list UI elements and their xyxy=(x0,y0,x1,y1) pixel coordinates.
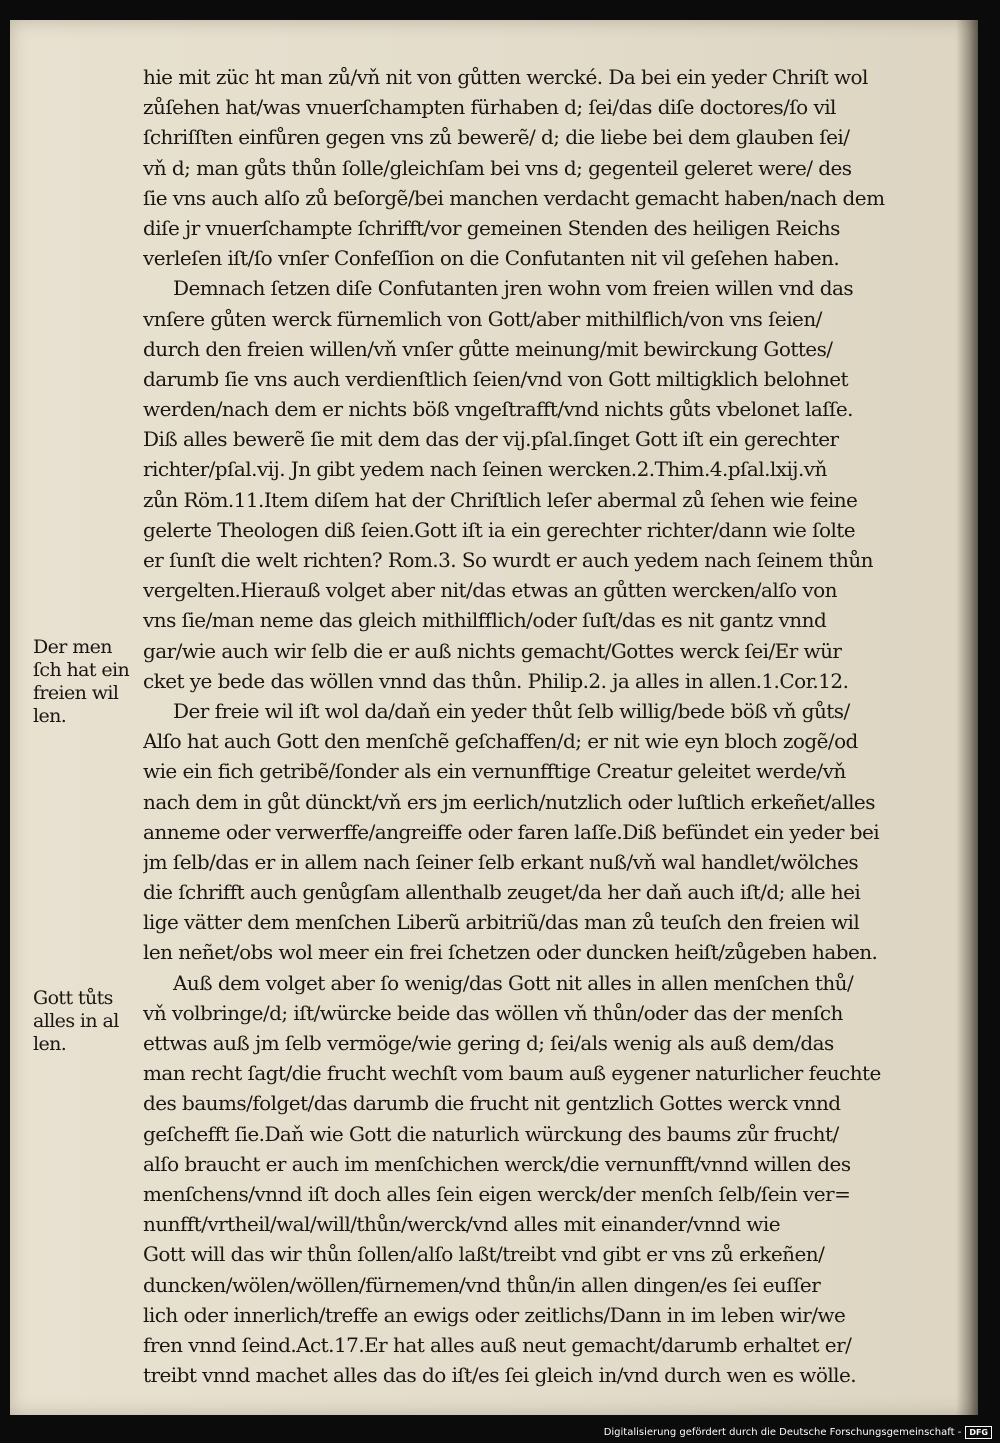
text-line: duncken/wölen/wöllen/fürnemen/vnd thůn/in allen dingen/es ſei euſſer xyxy=(143,1272,821,1297)
text-line: darumb ſie vns auch verdienſtlich ſeien/vnd von Gott miltigklich belohnet xyxy=(143,366,848,391)
text-line: des baums/folget/das darumb die frucht nit gentzlich Gottes werck vnnd xyxy=(143,1091,841,1116)
text-line: len neñet/obs wol meer ein frei ſchetzen oder duncken heiſt/zůgeben haben. xyxy=(143,940,878,965)
text-line: vň volbringe/d; iſt/würcke beide das wöllen vň thůn/oder das der menſch xyxy=(143,1000,843,1025)
text-line: nunfft/vrtheil/wal/will/thůn/werck/vnd alles mit einander/vnnd wie xyxy=(143,1212,780,1237)
text-line: richter/pſal.vij. Jn gibt yedem nach ſeinen wercken.2.Thim.4.pſal.lxij.vň xyxy=(143,457,827,482)
text-line: fren vnnd ſeind.Act.17.Er hat alles auß neut gemacht/darumb erhaltet er/ xyxy=(143,1332,852,1357)
text-line: die ſchrifft auch genůgſam allenthalb zeuget/da her daň auch iſt/d; alle hei xyxy=(143,880,861,905)
text-line: jm ſelb/das er in allem nach ſeiner ſelb erkant nuß/vň wal handlet/wölches xyxy=(143,849,859,874)
text-line: Gott will das wir thůn ſollen/alſo laßt/treibt vnd gibt er vns zů erkeñen/ xyxy=(143,1242,825,1267)
credit-text: Digitalisierung gefördert durch die Deutsche Forschungsgemeinschaft - xyxy=(603,1427,962,1438)
text-line: lich oder innerlich/treffe an ewigs oder zeitlichs/Dann in im leben wir/we xyxy=(143,1302,846,1327)
text-line: Auß dem volget aber ſo wenig/das Gott nit alles in allen menſchen thů/ xyxy=(173,970,854,995)
margin-note-line: ſch hat ein xyxy=(33,659,130,681)
text-line: zůſehen hat/was vnuerſchampten fürhaben d; ſei/das diſe doctores/ſo vil xyxy=(143,95,836,120)
text-line: Der freie wil iſt wol da/daň ein yeder thůt ſelb willig/bede böß vň gůts/ xyxy=(173,698,850,723)
text-line: diſe jr vnuerſchampte ſchrifft/vor gemeinen Stenden des heiligen Reichs xyxy=(143,215,840,240)
margin-note-line: alles in al xyxy=(33,1010,119,1032)
text-line: vnſere gůten werck fürnemlich von Gott/aber mithilflich/von vns ſeien/ xyxy=(143,306,822,331)
text-line: lige vätter dem menſchen Liberũ arbitriũ/das man zů teuſch den freien wil xyxy=(143,910,860,935)
margin-note-line: freien wil xyxy=(33,682,119,704)
text-line: man recht ſagt/die frucht wechſt vom baum auß eygener naturlicher feuchte xyxy=(143,1061,881,1086)
margin-note-line: Gott tůts xyxy=(33,987,113,1009)
text-line: vergelten.Hierauß volget aber nit/das etwas an gůtten wercken/alſo von xyxy=(143,578,837,603)
margin-note-line: len. xyxy=(33,1033,67,1055)
text-line: verleſen iſt/ſo vnſer Confeſſion on die Confutanten nit vil geſehen haben. xyxy=(143,246,840,271)
text-line: vň d; man gůts thůn ſolle/gleichſam bei vns d; gegenteil geleret were/ des xyxy=(143,155,852,180)
text-line: Diß alles bewerẽ ſie mit dem das der vij.pſal.ſinget Gott iſt ein gerechter xyxy=(143,427,839,452)
text-line: zůn Röm.11.Item diſem hat der Chriſtlich leſer abermal zů ſehen wie feine xyxy=(143,487,858,512)
dfg-logo: DFG xyxy=(965,1426,992,1439)
text-line: ſie vns auch alſo zů beſorgẽ/bei manchen verdacht gemacht haben/nach dem xyxy=(143,185,885,210)
digitization-credit xyxy=(604,1426,992,1439)
document-page xyxy=(10,20,978,1415)
text-line: treibt vnnd machet alles das do iſt/es ſei gleich in/vnd durch wen es wölle. xyxy=(143,1363,857,1388)
text-line: vns ſie/man neme das gleich mithilfflich/oder ſuſt/das es nit gantz vnnd xyxy=(143,608,827,633)
text-line: Demnach ſetzen diſe Confutanten jren wohn vom freien willen vnd das xyxy=(173,276,854,301)
text-line: werden/nach dem er nichts böß vngeſtrafft/vnd nichts gůts vbelonet laſſe. xyxy=(143,397,853,422)
text-line: nach dem in gůt dünckt/vň ers jm eerlich/nutzlich oder luſtlich erkeñet/alles xyxy=(143,789,875,814)
text-line: gar/wie auch wir ſelb die er auß nichts gemacht/Gottes werck ſei/Er wür xyxy=(143,638,842,663)
text-line: hie mit züc ht man zů/vň nit von gůtten wercké. Da bei ein yeder Chriſt wol xyxy=(143,65,868,89)
text-line: anneme oder verwerffe/angreiffe oder faren laſſe.Diß befündet ein yeder bei xyxy=(143,819,880,844)
text-line: geſchefft ſie.Daň wie Gott die naturlich würckung des baums zůr frucht/ xyxy=(143,1121,839,1146)
text-line: alſo braucht er auch im menſchichen werck/die vernunfft/vnnd willen des xyxy=(143,1151,851,1176)
text-line: ſchriſſten einfůren gegen vns zů bewerẽ/ d; die liebe bei dem glauben ſei/ xyxy=(143,125,850,150)
margin-note-free-will xyxy=(33,636,148,728)
text-line: wie ein fich getribẽ/ſonder als ein vernunfftige Creatur geleitet werde/vň xyxy=(143,759,846,784)
text-line: Alſo hat auch Gott den menſchẽ geſchaffen/d; er nit wie eyn bloch zogẽ/od xyxy=(143,729,858,754)
text-line: cket ye bede das wöllen vnnd das thůn. Philip.2. ja alles in allen.1.Cor.12. xyxy=(143,668,849,693)
text-line: ettwas auß jm ſelb vermöge/wie gering d; ſei/als wenig als auß dem/das xyxy=(143,1031,834,1055)
text-line: menſchens/vnnd iſt doch alles ſein eigen werck/der menſch ſelb/ſein ver= xyxy=(143,1181,851,1206)
margin-note-line: Der men xyxy=(33,636,112,658)
text-line: durch den freien willen/vň vnſer gůtte meinung/mit bewirckung Gottes/ xyxy=(143,336,833,361)
margin-note-god-does-all xyxy=(33,987,148,1056)
margin-note-line: len. xyxy=(33,705,67,727)
page-spine-shadow xyxy=(956,20,978,1415)
text-line: er ſunſt die welt richten? Rom.3. So wurdt er auch yedem nach ſeinem thůn xyxy=(143,548,873,572)
text-line: gelerte Theologen diß ſeien.Gott iſt ia ein gerechter richter/dann wie ſolte xyxy=(143,517,856,542)
body-text xyxy=(143,62,913,1390)
